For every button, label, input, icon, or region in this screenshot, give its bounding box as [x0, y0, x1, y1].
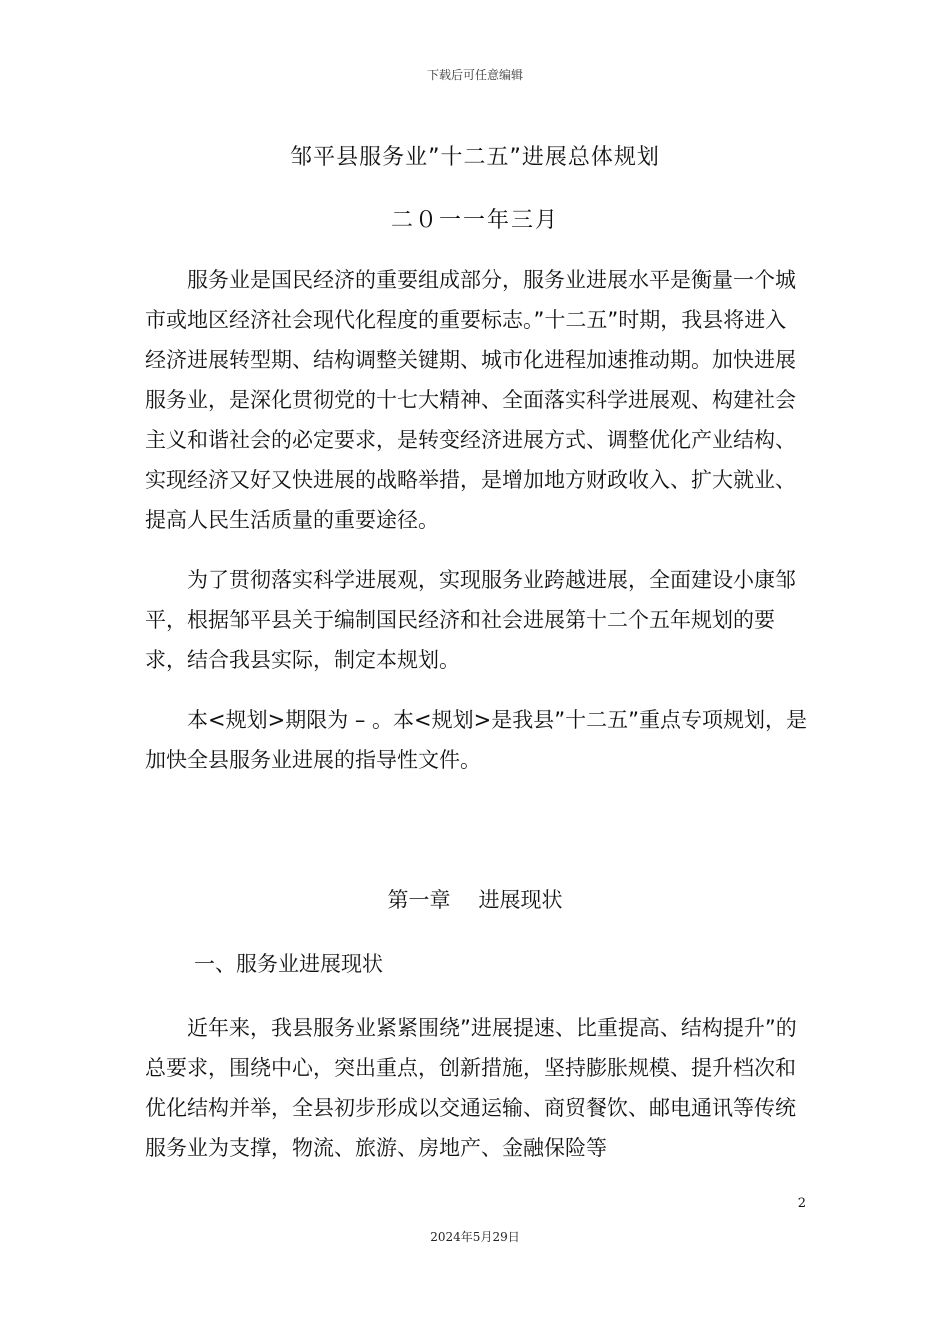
- intro-text-block: [145, 260, 807, 800]
- chapter-number: 第一章: [387, 888, 451, 912]
- chapter-heading: [0, 884, 950, 914]
- document-title: 邹平县服务业”十二五”进展总体规划: [290, 145, 660, 170]
- chapter-title: 进展现状: [478, 888, 563, 912]
- page-number: 2: [797, 1196, 806, 1211]
- section-heading: 一、服务业进展现状: [194, 952, 383, 976]
- intro-paragraph: 本<规划>期限为 – 。本<规划>是我县”十二五”重点专项规划，是加快全县服务业进展的指导性文件。: [145, 708, 807, 772]
- intro-paragraph: 为了贯彻落实科学进展观，实现服务业跨越进展，全面建设小康邹平，根据邹平县关于编制国民经济和社会进展第十二个五年规划的要求，结合我县实际，制定本规划。: [145, 568, 796, 672]
- section-text-block: [145, 1008, 807, 1188]
- header-note: 下载后可任意编辑: [426, 68, 523, 82]
- footer-date: 2024年5月29日: [430, 1230, 520, 1244]
- section-paragraph: 近年来，我县服务业紧紧围绕”进展提速、比重提高、结构提升”的总要求，围绕中心，突出重点，创新措施，坚持膨胀规模、提升档次和优化结构并举，全县初步形成以交通运输、商贸餐饮、邮电通讯等传统服务业为支撑，物流、旅游、房地产、金融保险等: [145, 1016, 797, 1160]
- intro-paragraph: 服务业是国民经济的重要组成部分，服务业进展水平是衡量一个城市或地区经济社会现代化程度的重要标志。”十二五”时期，我县将进入经济进展转型期、结构调整关键期、城市化进程加速推动期。加快进展服务业，是深化贯彻党的十七大精神、全面落实科学进展观、构建社会主义和谐社会的必定要求，是转变经济进展方式、调整优化产业结构、实现经济又好又快进展的战略举措，是增加地方财政收入、扩大就业、提高人民生活质量的重要途径。: [145, 268, 796, 532]
- document-date: 二０一一年三月: [390, 208, 559, 233]
